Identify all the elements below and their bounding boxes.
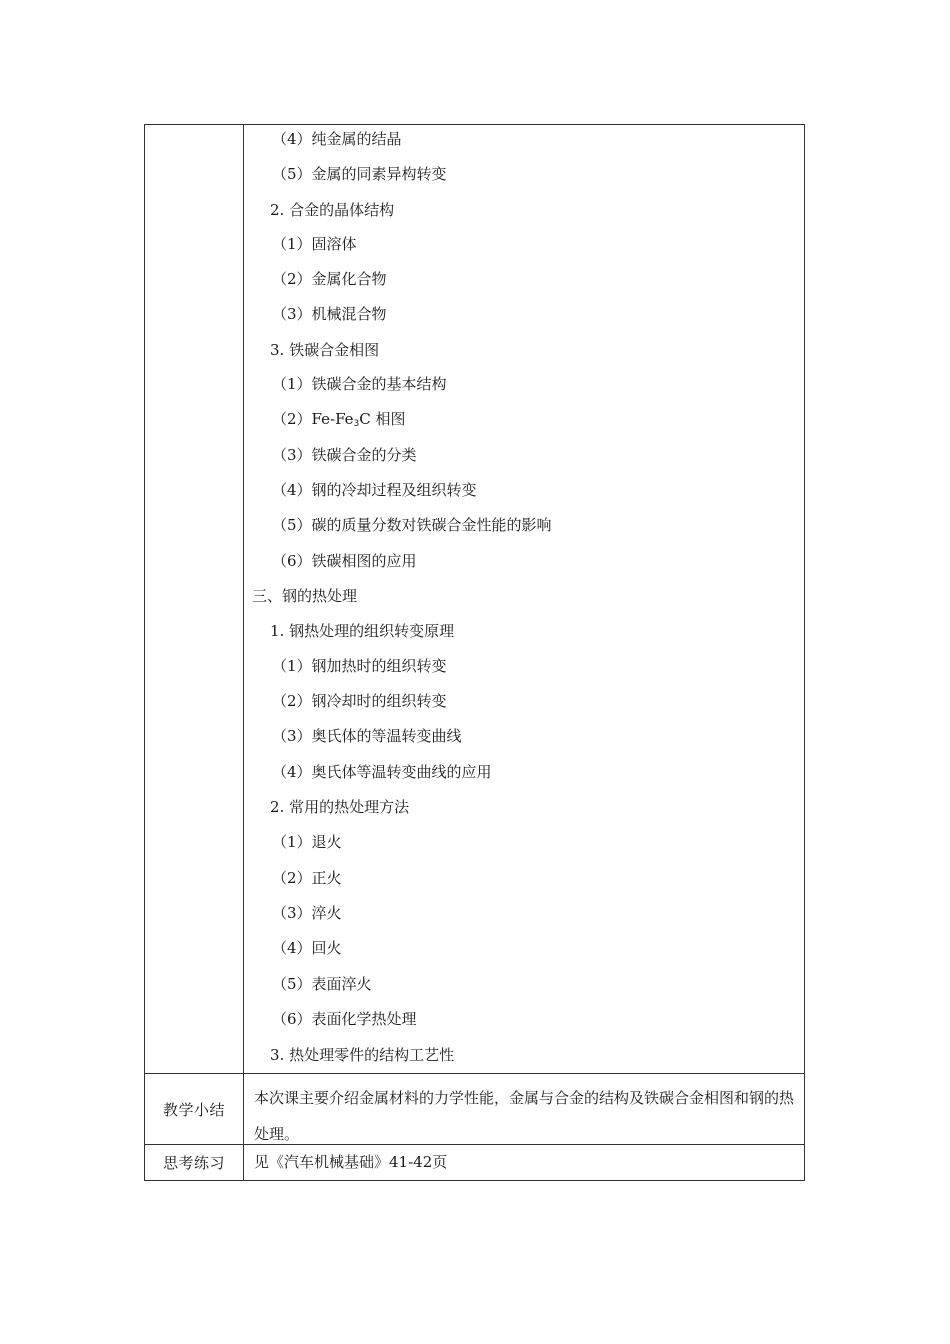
outline-line: （3）淬火 bbox=[272, 904, 342, 922]
outline-line: （4）奥氏体等温转变曲线的应用 bbox=[272, 763, 492, 781]
outline-line: 2. 合金的晶体结构 bbox=[270, 201, 395, 219]
outline-label-cell bbox=[145, 125, 244, 1073]
formula-prefix: （2）Fe-Fe bbox=[272, 410, 354, 428]
outline-line: （6）表面化学热处理 bbox=[272, 1010, 417, 1028]
outline-line: 3. 热处理零件的结构工艺性 bbox=[270, 1046, 455, 1064]
outline-line: （5）表面淬火 bbox=[272, 975, 372, 993]
outline-line: 1. 钢热处理的组织转变原理 bbox=[270, 622, 455, 640]
summary-row bbox=[145, 1073, 804, 1144]
outline-line: （1）退火 bbox=[272, 833, 342, 851]
exercise-row bbox=[145, 1144, 804, 1180]
outline-line: （5）碳的质量分数对铁碳合金性能的影响 bbox=[272, 516, 552, 534]
outline-line: （2）正火 bbox=[272, 869, 342, 887]
outline-line: （4）纯金属的结晶 bbox=[272, 130, 402, 148]
formula-subscript: 3 bbox=[353, 419, 360, 429]
lesson-plan-table bbox=[144, 124, 805, 1181]
outline-row bbox=[145, 125, 804, 1073]
exercise-text: 见《汽车机械基础》41-42页 bbox=[254, 1153, 448, 1171]
outline-line: （5）金属的同素异构转变 bbox=[272, 165, 447, 183]
outline-line: （3）机械混合物 bbox=[272, 305, 387, 323]
summary-text: 本次课主要介绍金属材料的力学性能，金属与合金的结构及铁碳合金相图和钢的热处理。 bbox=[254, 1089, 795, 1143]
outline-line bbox=[272, 409, 406, 434]
exercise-label: 思考练习 bbox=[145, 1145, 244, 1180]
formula-suffix: C 相图 bbox=[359, 410, 406, 428]
outline-line: （4）回火 bbox=[272, 939, 342, 957]
outline-line: （6）铁碳相图的应用 bbox=[272, 552, 417, 570]
outline-line: （1）钢加热时的组织转变 bbox=[272, 657, 447, 675]
outline-line: （2）钢冷却时的组织转变 bbox=[272, 692, 447, 710]
outline-line: 三、钢的热处理 bbox=[252, 587, 358, 605]
outline-line: 3. 铁碳合金相图 bbox=[270, 341, 380, 359]
outline-line: （1）铁碳合金的基本结构 bbox=[272, 375, 447, 393]
outline-line: （1）固溶体 bbox=[272, 235, 357, 253]
outline-content bbox=[244, 125, 804, 1073]
outline-line: （3）奥氏体的等温转变曲线 bbox=[272, 727, 462, 745]
outline-line: 2. 常用的热处理方法 bbox=[270, 798, 410, 816]
outline-line: （4）钢的冷却过程及组织转变 bbox=[272, 481, 477, 499]
outline-line: （3）铁碳合金的分类 bbox=[272, 446, 417, 464]
outline-line: （2）金属化合物 bbox=[272, 270, 387, 288]
summary-label: 教学小结 bbox=[145, 1074, 244, 1144]
